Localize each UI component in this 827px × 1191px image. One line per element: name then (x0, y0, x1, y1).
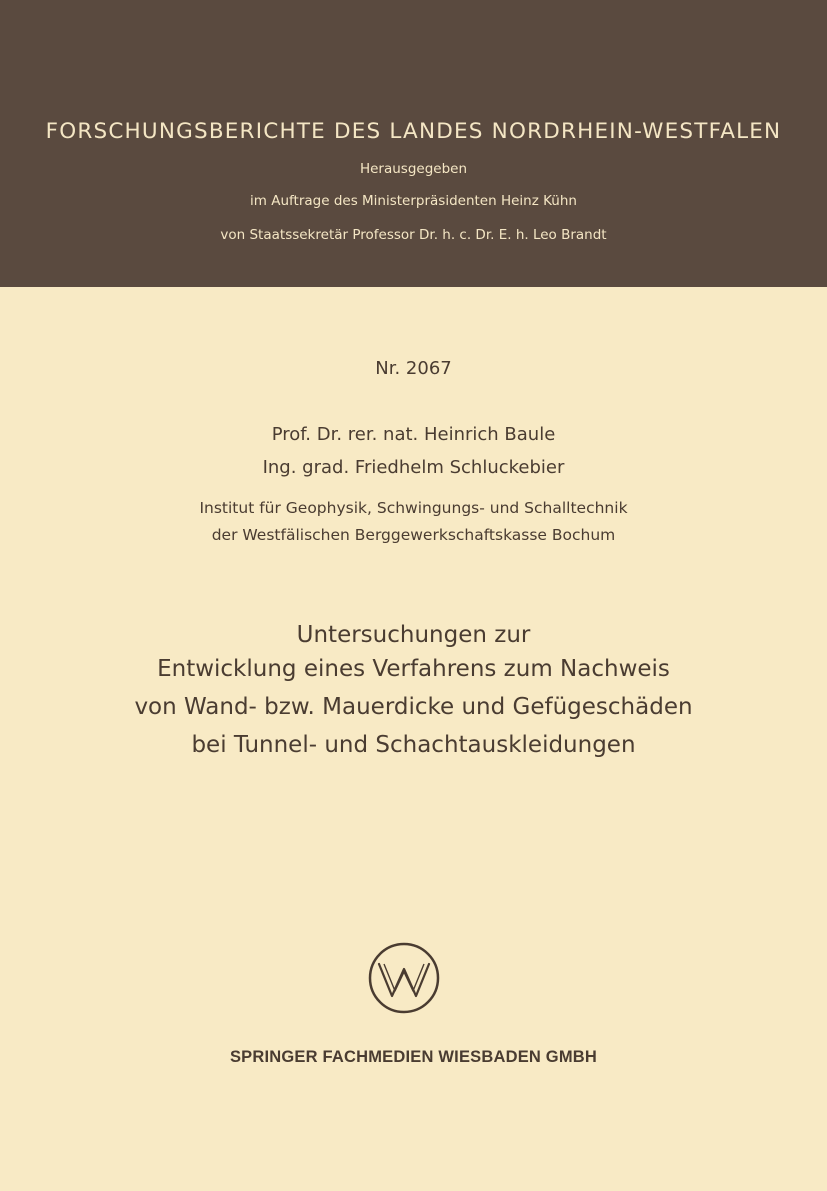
publisher: SPRINGER FACHMEDIEN WIESBADEN GMBH (229, 1048, 598, 1066)
author-2: Ing. grad. Friedhelm Schluckebier (262, 457, 565, 478)
header-band (0, 0, 827, 287)
springer-w-circle-logo-icon (368, 942, 440, 1014)
institute-line-2: der Westfälischen Berggewerkschaftskasse Bochum (211, 526, 616, 544)
title-line-2: Entwicklung eines Verfahrens zum Nachweis (157, 656, 670, 682)
series-title: FORSCHUNGSBERICHTE DES LANDES NORDRHEIN-WESTFALEN (45, 119, 782, 144)
editor-line-1: Herausgegeben (359, 161, 468, 177)
editor-line-2: im Auftrage des Ministerpräsidenten Heinz Kühn (250, 193, 577, 209)
title-line-1: Untersuchungen zur (296, 622, 531, 648)
report-number: Nr. 2067 (375, 358, 452, 379)
institute-line-1: Institut für Geophysik, Schwingungs- und Schalltechnik (199, 499, 628, 517)
title-line-4: bei Tunnel- und Schachtauskleidungen (191, 732, 636, 758)
editor-line-3: von Staatssekretär Professor Dr. h. c. Dr. E. h. Leo Brandt (220, 227, 607, 243)
title-line-3: von Wand- bzw. Mauerdicke und Gefügeschäden (134, 694, 693, 720)
author-1: Prof. Dr. rer. nat. Heinrich Baule (271, 424, 556, 445)
